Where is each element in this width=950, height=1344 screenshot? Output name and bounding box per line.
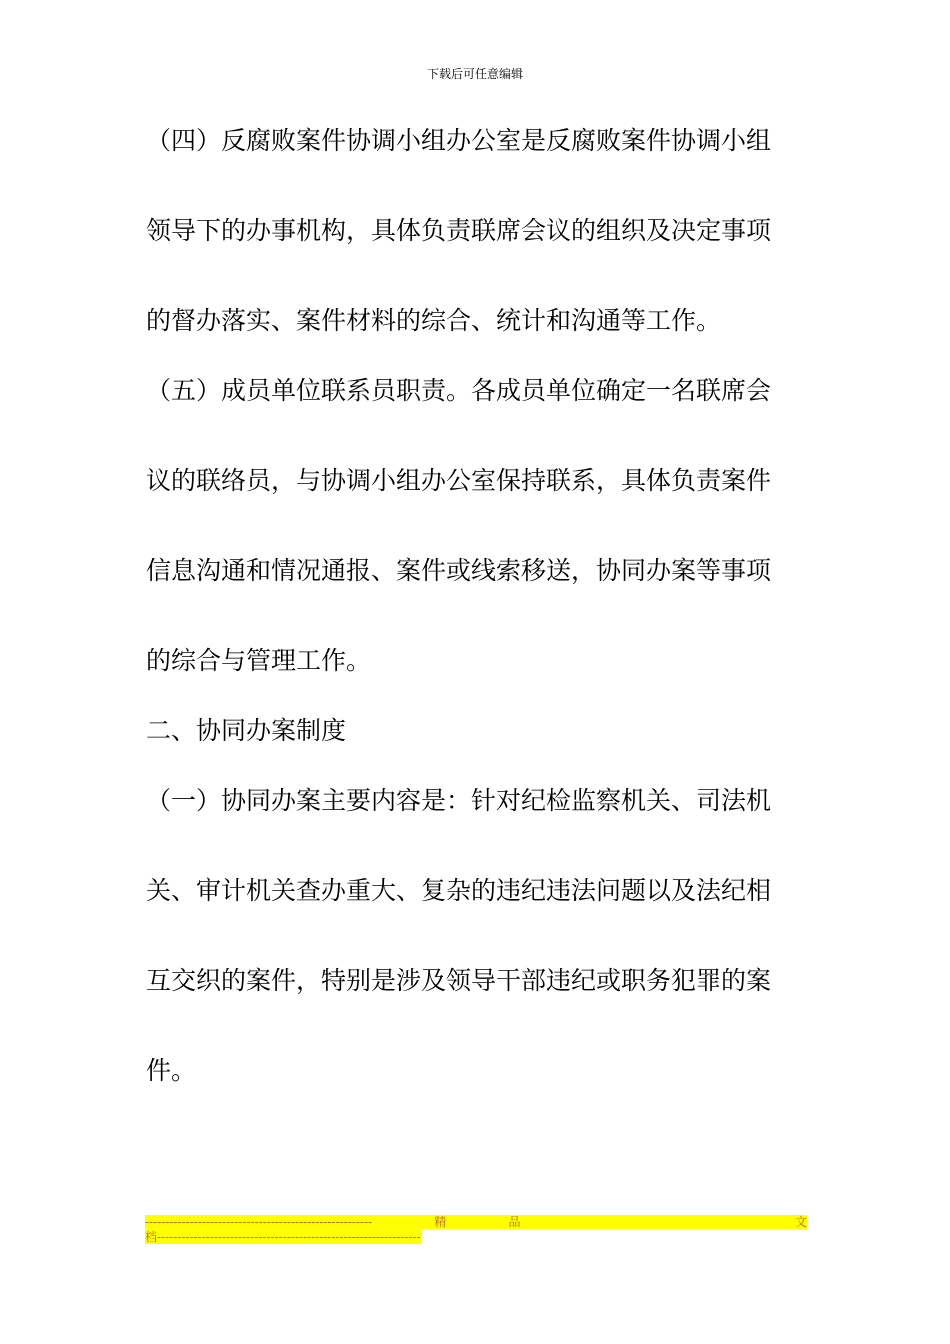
body-line: 关、审计机关查办重大、复杂的违纪违法问题以及法纪相	[146, 876, 772, 905]
footer-dashes: --------------------------------------------------------	[145, 1215, 373, 1229]
body-line: 互交织的案件，特别是涉及领导干部违纪或职务犯罪的案	[146, 966, 772, 995]
footer-banner-line2	[145, 1230, 421, 1244]
footer-char: 文	[794, 1215, 807, 1229]
footer-text: 档-----------------------------------------------------------------	[145, 1230, 421, 1244]
footer-char: 精	[434, 1215, 447, 1229]
footer-char: 品	[508, 1215, 521, 1229]
section-heading: 二、协同办案制度	[146, 716, 347, 745]
page-header: 下载后可任意编辑	[426, 67, 523, 81]
body-line: （四）反腐败案件协调小组办公室是反腐败案件协调小组	[146, 126, 772, 155]
body-line: 信息沟通和情况通报、案件或线索移送，协同办案等事项	[146, 556, 772, 585]
body-line: 的督办落实、案件材料的综合、统计和沟通等工作。	[146, 306, 722, 335]
body-line: 件。	[146, 1056, 197, 1085]
body-line: 议的联络员，与协调小组办公室保持联系，具体负责案件	[146, 466, 772, 495]
body-line: 的综合与管理工作。	[146, 646, 372, 675]
body-line: 领导下的办事机构，具体负责联席会议的组织及决定事项	[146, 216, 772, 245]
footer-banner	[145, 1215, 807, 1229]
body-line: （五）成员单位联系员职责。各成员单位确定一名联席会	[146, 376, 772, 405]
body-line: （一）协同办案主要内容是：针对纪检监察机关、司法机	[146, 786, 772, 815]
